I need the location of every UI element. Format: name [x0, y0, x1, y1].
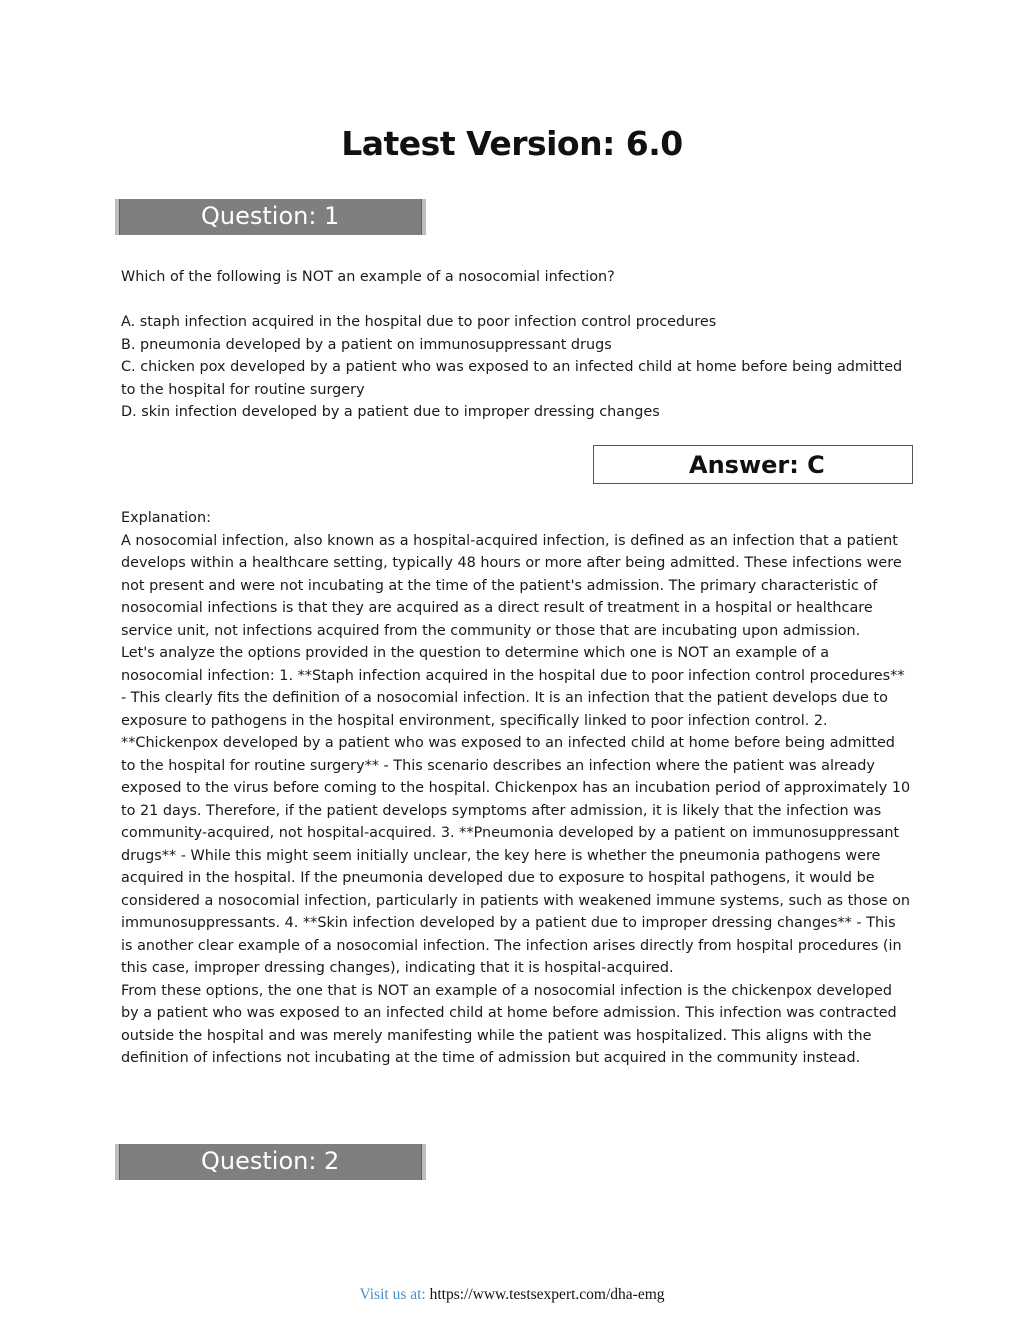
question-1-label: Question: 1	[201, 202, 340, 230]
option-c: C. chicken pox developed by a patient who was exposed to an infected child at home before being admitted to the hospital for routine surgery	[121, 359, 903, 398]
option-b: B. pneumonia developed by a patient on immunosuppressant drugs	[121, 336, 612, 353]
option-a: A. staph infection acquired in the hospital due to poor infection control procedures	[121, 314, 717, 330]
question-2-label: Question: 2	[201, 1147, 340, 1175]
answer-box	[593, 445, 913, 484]
explanation-block	[121, 507, 911, 1070]
page-title: Latest Version: 6.0	[341, 124, 683, 163]
footer-label: Visit us at:	[359, 1286, 426, 1303]
explanation-heading: Explanation:	[121, 510, 211, 526]
footer-url-link[interactable]: https://www.testsexpert.com/dha-emg	[429, 1286, 665, 1303]
explanation-paragraph-2: Let's analyze the options provided in the question to determine which one is NOT an example of a nosocomial infection: 1. **Staph infection acquired in the hospital due to poor infection control procedures** - This clearly fits the definition of a nosocomial infection. It is an infection that the patient develops due to exposure to pathogens in the hospital environment, specifically linked to poor infection control. 2. **Chickenpox developed by a patient who was exposed to an infected child at home before being admitted to the hospital for routine surgery** - This scenario describes an infection where the patient was already exposed to the virus before coming to the hospital. Chickenpox has an incubation period of approximately 10 to 21 days. Therefore, if the patient develops symptoms after admission, it is likely that the infection was community-acquired, not hospital-acquired. 3. **Pneumonia developed by a patient on immunosuppressant drugs** - While this might seem initially unclear, the key here is whether the pneumonia pathogens were acquired in the hospital. If the pneumonia developed due to exposure to hospital pathogens, it would be considered a nosocomial infection, particularly in patients with weakened immune systems, such as those on immunosuppressants. 4. **Skin infection developed by a patient due to improper dressing changes** - This is another clear example of a nosocomial infection. The infection arises directly from hospital procedures (in this case, improper dressing changes), indicating that it is hospital-acquired.	[121, 645, 911, 976]
question-2-banner	[115, 1144, 426, 1180]
explanation-paragraph-3: From these options, the one that is NOT an example of a nosocomial infection is the chickenpox developed by a patient who was exposed to an infected child at home before admission. This infection was contracted outside the hospital and was merely manifesting while the patient was hospitalized. This aligns with the definition of infections not incubating at the time of admission but acquired in the community instead.	[121, 982, 897, 1066]
question-1-banner	[115, 199, 426, 235]
footer	[0, 1285, 1024, 1305]
answer-label: Answer: C	[689, 451, 825, 479]
question-1-stem: Which of the following is NOT an example of a nosocomial infection?	[121, 269, 615, 285]
option-d: D. skin infection developed by a patient due to improper dressing changes	[121, 404, 660, 420]
explanation-paragraph-1: A nosocomial infection, also known as a hospital-acquired infection, is defined as an infection that a patient develops within a healthcare setting, typically 48 hours or more after being admitted. These infections were not present and were not incubating at the time of the patient's admission. The primary characteristic of nosocomial infections is that they are acquired as a direct result of treatment in a hospital or healthcare service unit, not infections acquired from the community or those that are incubating upon admission.	[121, 532, 902, 639]
question-1-options	[121, 311, 911, 424]
